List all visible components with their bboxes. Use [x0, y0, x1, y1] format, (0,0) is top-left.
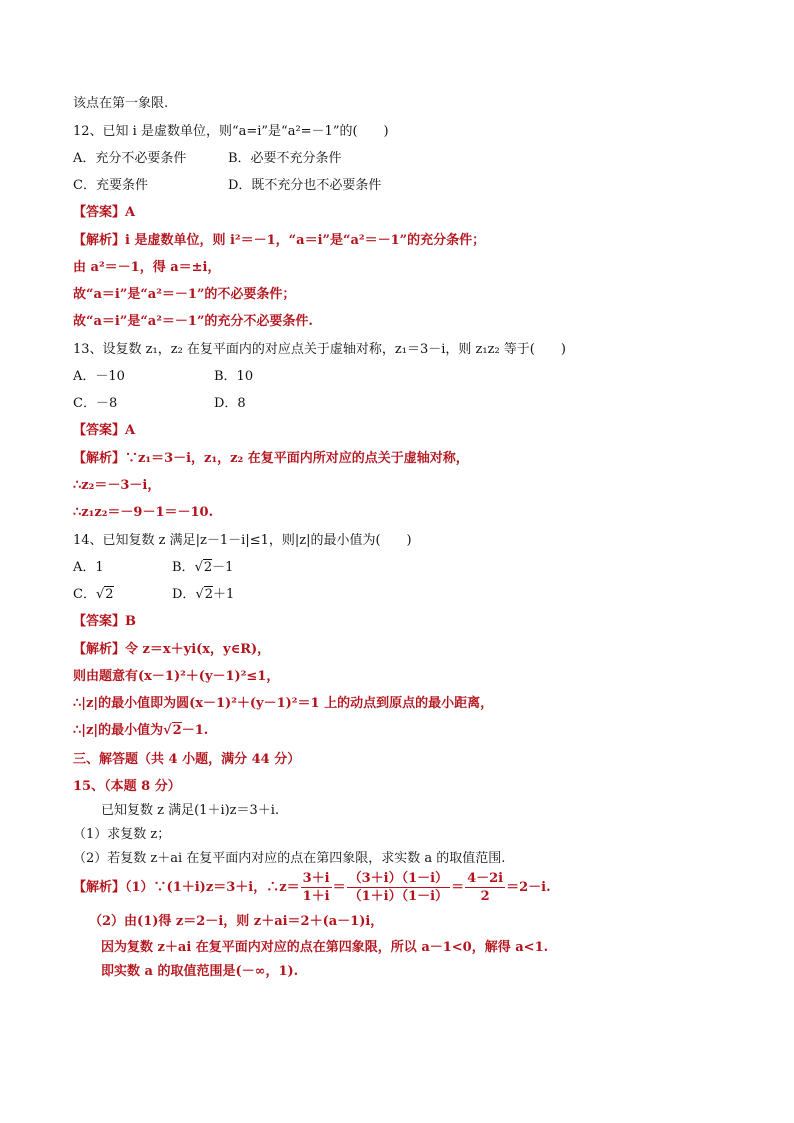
q14-option-d-radicand: 2: [204, 587, 214, 602]
section-3-heading: 三、解答题（共 4 小题，满分 44 分）: [73, 752, 301, 767]
q15-part-2: （2）若复数 z＋ai 在复平面内对应的点在第四象限，求实数 a 的取值范围.: [73, 851, 506, 866]
equals-sign-2: ＝: [451, 880, 465, 895]
fraction-2: [347, 870, 450, 905]
q14-analysis-4-radicand: 2: [172, 723, 182, 738]
q13-option-b: B．10: [214, 369, 254, 384]
q13-analysis-2: ∴z₂＝－3－i，: [73, 478, 161, 493]
equals-sign-1: ＝: [332, 880, 346, 895]
q14-analysis-1: 【解析】令 z＝x＋yi(x，y∈R)，: [73, 642, 271, 657]
q12-option-a: A．充分不必要条件: [73, 151, 187, 166]
q13-stem: 13、设复数 z₁，z₂ 在复平面内的对应点关于虚轴对称，z₁＝3－i，则 z₁z₂ 等于( ): [73, 342, 566, 357]
q14-option-c-label: C．: [73, 587, 96, 602]
q15-heading: 15、（本题 8 分）: [73, 779, 181, 794]
q12-stem: 12、已知 i 是虚数单位，则“a=i”是“a²=－1”的( ): [73, 124, 389, 139]
q13-analysis-3: ∴z₁z₂＝－9－1＝－10.: [73, 505, 214, 520]
fraction-3: [465, 870, 505, 905]
q14-analysis-2: 则由题意有(x－1)²＋(y－1)²≤1，: [73, 669, 280, 684]
q14-analysis-4-rest: －1.: [181, 723, 209, 738]
q12-option-d: D．既不充分也不必要条件: [228, 178, 382, 193]
q13-option-c: C．－8: [73, 396, 118, 411]
q15-solution-2: （2）由(1)得 z＝2－i，则 z＋ai＝2＋(a－1)i，: [89, 914, 384, 929]
q14-analysis-4: ∴|z|的最小值为√2－1.: [73, 723, 209, 738]
q13-answer: 【答案】A: [73, 423, 136, 438]
q13-option-a: A．－10: [73, 369, 125, 384]
q14-analysis-3: ∴|z|的最小值即为圆(x－1)²＋(y－1)²＝1 上的动点到原点的最小距离，: [73, 696, 494, 711]
q15-solution-3: 因为复数 z＋ai 在复平面内对应的点在第四象限，所以 a－1<0，解得 a<1.: [101, 940, 549, 955]
fraction-2-denominator: （1＋i）（1－i）: [348, 889, 449, 904]
q15-solution-1: [73, 870, 551, 906]
q12-answer: 【答案】A: [73, 205, 136, 220]
q14-option-c-radicand: 2: [105, 587, 114, 602]
q14-answer: 【答案】B: [73, 614, 136, 629]
q14-option-c: C．√2: [73, 587, 114, 602]
q12-analysis-1: 【解析】i 是虚数单位，则 i²＝－1，“a＝i”是“a²＝－1”的充分条件；: [73, 233, 486, 248]
q12-analysis-3: 故“a＝i”是“a²＝－1”的不必要条件；: [73, 287, 296, 302]
q12-analysis-2: 由 a²＝－1，得 a＝±i，: [73, 260, 221, 275]
q14-analysis-4-text: ∴|z|的最小值为: [73, 723, 164, 738]
q14-option-a: A．1: [73, 560, 104, 575]
q12-option-c: C．充要条件: [73, 178, 148, 193]
q12-option-b: B．必要不充分条件: [228, 151, 342, 166]
q14-option-d-rest: ＋1: [213, 587, 235, 602]
q14-option-b-radicand: 2: [203, 560, 213, 575]
q14-stem: 14、已知复数 z 满足|z－1－i|≤1，则|z|的最小值为( ): [73, 533, 412, 548]
q14-option-b-rest: －1: [212, 560, 234, 575]
q15-solution-1-result: ＝2－i.: [506, 880, 551, 895]
fraction-3-numerator: 4－2i: [467, 871, 504, 886]
fraction-1-numerator: 3＋i: [302, 871, 330, 886]
fraction-3-denominator: 2: [480, 889, 490, 904]
q14-option-d: D．√2＋1: [172, 587, 235, 602]
q15-solution-4: 即实数 a 的取值范围是(－∞，1).: [101, 964, 299, 979]
q14-option-b: B．√2－1: [172, 560, 234, 575]
previous-conclusion: 该点在第一象限.: [73, 96, 169, 111]
q14-option-d-label: D．: [172, 587, 196, 602]
fraction-1: [301, 870, 332, 905]
q13-analysis-1: 【解析】∵z₁＝3－i，z₁，z₂ 在复平面内所对应的点关于虚轴对称，: [73, 451, 469, 466]
q15-stem: 已知复数 z 满足(1＋i)z＝3＋i.: [101, 803, 280, 818]
q14-option-b-label: B．: [172, 560, 195, 575]
q15-part-1: （1）求复数 z；: [73, 827, 171, 842]
q12-analysis-4: 故“a＝i”是“a²＝－1”的充分不必要条件.: [73, 314, 313, 329]
q13-option-d: D．8: [214, 396, 246, 411]
q15-solution-1-text: 【解析】（1）∵(1＋i)z＝3＋i，∴z＝: [73, 880, 300, 895]
fraction-1-denominator: 1＋i: [302, 889, 330, 904]
fraction-2-numerator: （3＋i）（1－i）: [348, 871, 449, 886]
